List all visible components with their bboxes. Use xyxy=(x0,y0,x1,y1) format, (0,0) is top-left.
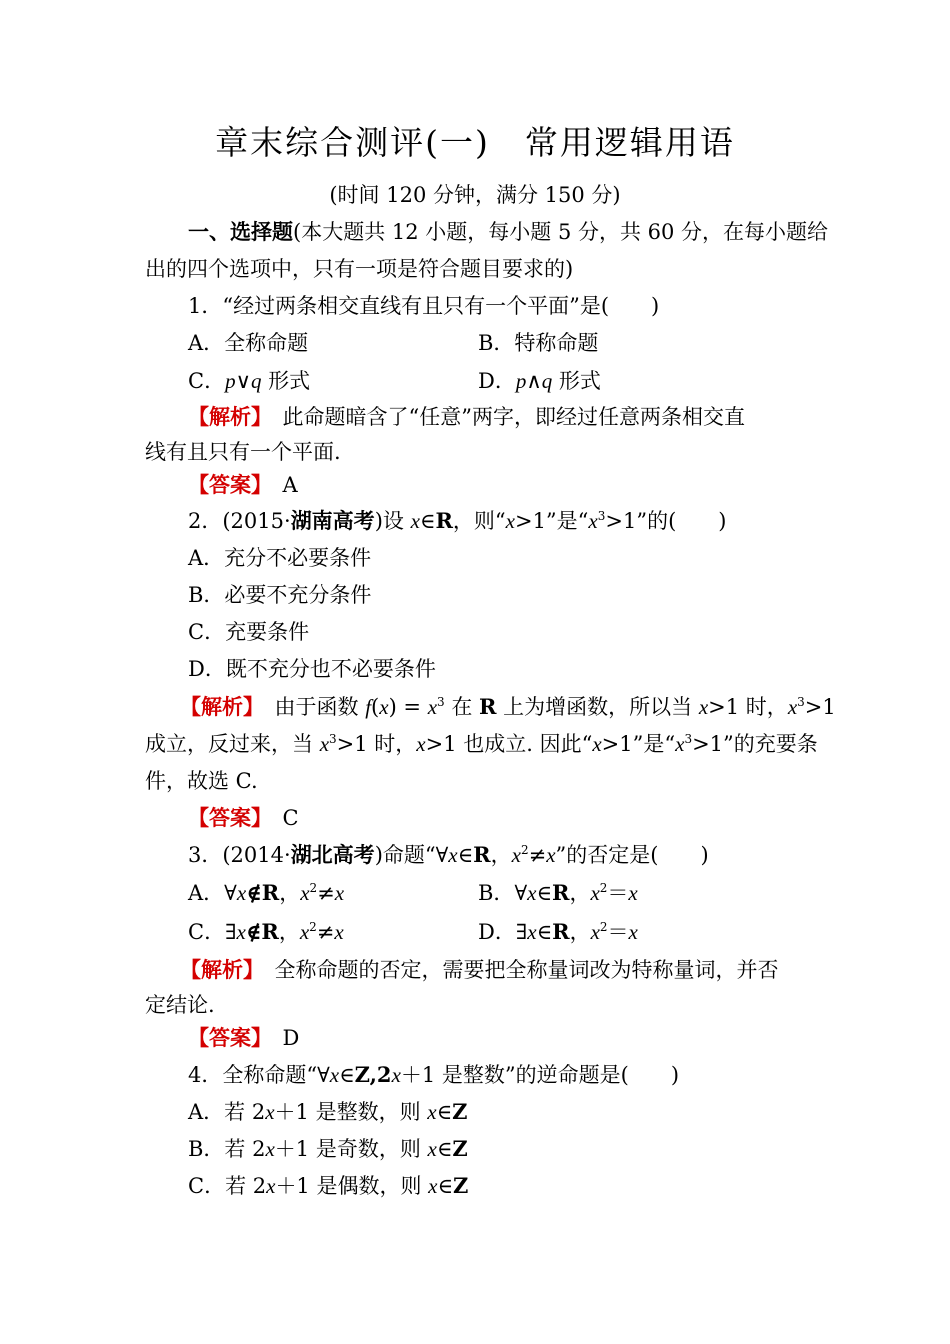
page-title: 章末综合测评(一) 常用逻辑用语 xyxy=(215,123,735,162)
q3-option-b: B．∀x∈R，$x^2=x$ xyxy=(478,880,638,905)
q3-source: 湖北高考 xyxy=(290,842,375,867)
analysis-tag: 【解析】 xyxy=(188,404,262,429)
q2-analysis-line3: 件，故选 C. xyxy=(145,769,258,793)
q1-option-b: B．特称命题 xyxy=(478,331,599,355)
q2-option-c: C．充要条件 xyxy=(188,620,310,644)
q2-answer-value: C xyxy=(282,806,299,830)
q2-analysis-line2: 成立，反过来，当 $x^3>1$ 时，x>1 也成立. 因此“x>1”是“$x^3>1$”的充要条 xyxy=(145,732,818,756)
section-description: (本大题共 12 小题，每小题 5 分，共 60 分，在每小题给 xyxy=(293,220,829,244)
q1-option-c: C．p∨q 形式 xyxy=(188,369,311,393)
section-heading: 一、选择题 xyxy=(188,219,293,244)
q3-answer: 【答案】 D xyxy=(188,1025,300,1050)
section-heading-line xyxy=(188,217,858,247)
q2-option-d: D．既不充分也不必要条件 xyxy=(188,657,436,681)
q1-analysis-line1: 【解析】 此命题暗含了“任意”两字，即经过任意两条相交直 xyxy=(188,404,745,429)
section-description-line2: 出的四个选项中，只有一项是符合题目要求的) xyxy=(145,257,574,281)
q1-option-d: D．p∧q 形式 xyxy=(478,369,601,393)
q3-option-a: A．∀x∉R，$x^2\ne x$ xyxy=(188,880,345,905)
q2-answer: 【答案】 C xyxy=(188,805,299,830)
q1-stem: 1．“经过两条相交直线有且只有一个平面”是( ) xyxy=(188,294,660,318)
q3-analysis-line1: 【解析】 全称命题的否定，需要把全称量词改为特称量词，并否 xyxy=(180,957,779,982)
q1-options-row2 xyxy=(188,366,858,396)
q3-options-row1 xyxy=(188,878,858,908)
q3-answer-value: D xyxy=(282,1026,300,1050)
q1-answer xyxy=(188,470,858,500)
q4-option-b: B．若 2x＋1 是奇数，则 x∈Z xyxy=(188,1136,468,1161)
q1-analysis-line2: 线有且只有一个平面. xyxy=(145,440,341,464)
q2-option-b: B．必要不充分条件 xyxy=(188,583,372,607)
exam-time-score: (时间 120 分钟，满分 150 分) xyxy=(329,183,621,207)
q1-options-row1 xyxy=(188,328,858,358)
q1-option-a: A．全称命题 xyxy=(188,331,309,355)
q4-option-c: C．若 2x＋1 是偶数，则 x∈Z xyxy=(188,1173,469,1198)
q1-answer-value: A xyxy=(282,473,298,497)
q3-analysis-line2: 定结论. xyxy=(145,993,215,1017)
q4-option-a: A．若 2x＋1 是整数，则 x∈Z xyxy=(188,1099,468,1124)
q2-analysis-line1: 【解析】 由于函数 $f(x) = x^3$ 在 R 上为增函数，所以当 x>1 时，$x^3>1$ xyxy=(180,694,836,719)
q3-stem: 3．(2014·湖北高考)命题“∀x∈R，$x^2\ne x$”的否定是( ) xyxy=(188,842,709,867)
answer-tag: 【答案】 xyxy=(188,472,262,497)
q3-option-c: C．∃x∉R，$x^2\ne x$ xyxy=(188,919,344,944)
q3-option-d: D．∃x∈R，$x^2=x$ xyxy=(478,919,638,944)
q2-stem: 2．(2015·湖南高考)设 x∈R，则“x>1”是“$x^3>1$”的( ) xyxy=(188,508,727,533)
q2-source: 湖南高考 xyxy=(290,508,375,533)
q4-stem: 4．全称命题“∀x∈Z,2x＋1 是整数”的逆命题是( ) xyxy=(188,1062,680,1087)
q3-options-row2 xyxy=(188,917,858,947)
q2-option-a: A．充分不必要条件 xyxy=(188,546,372,570)
